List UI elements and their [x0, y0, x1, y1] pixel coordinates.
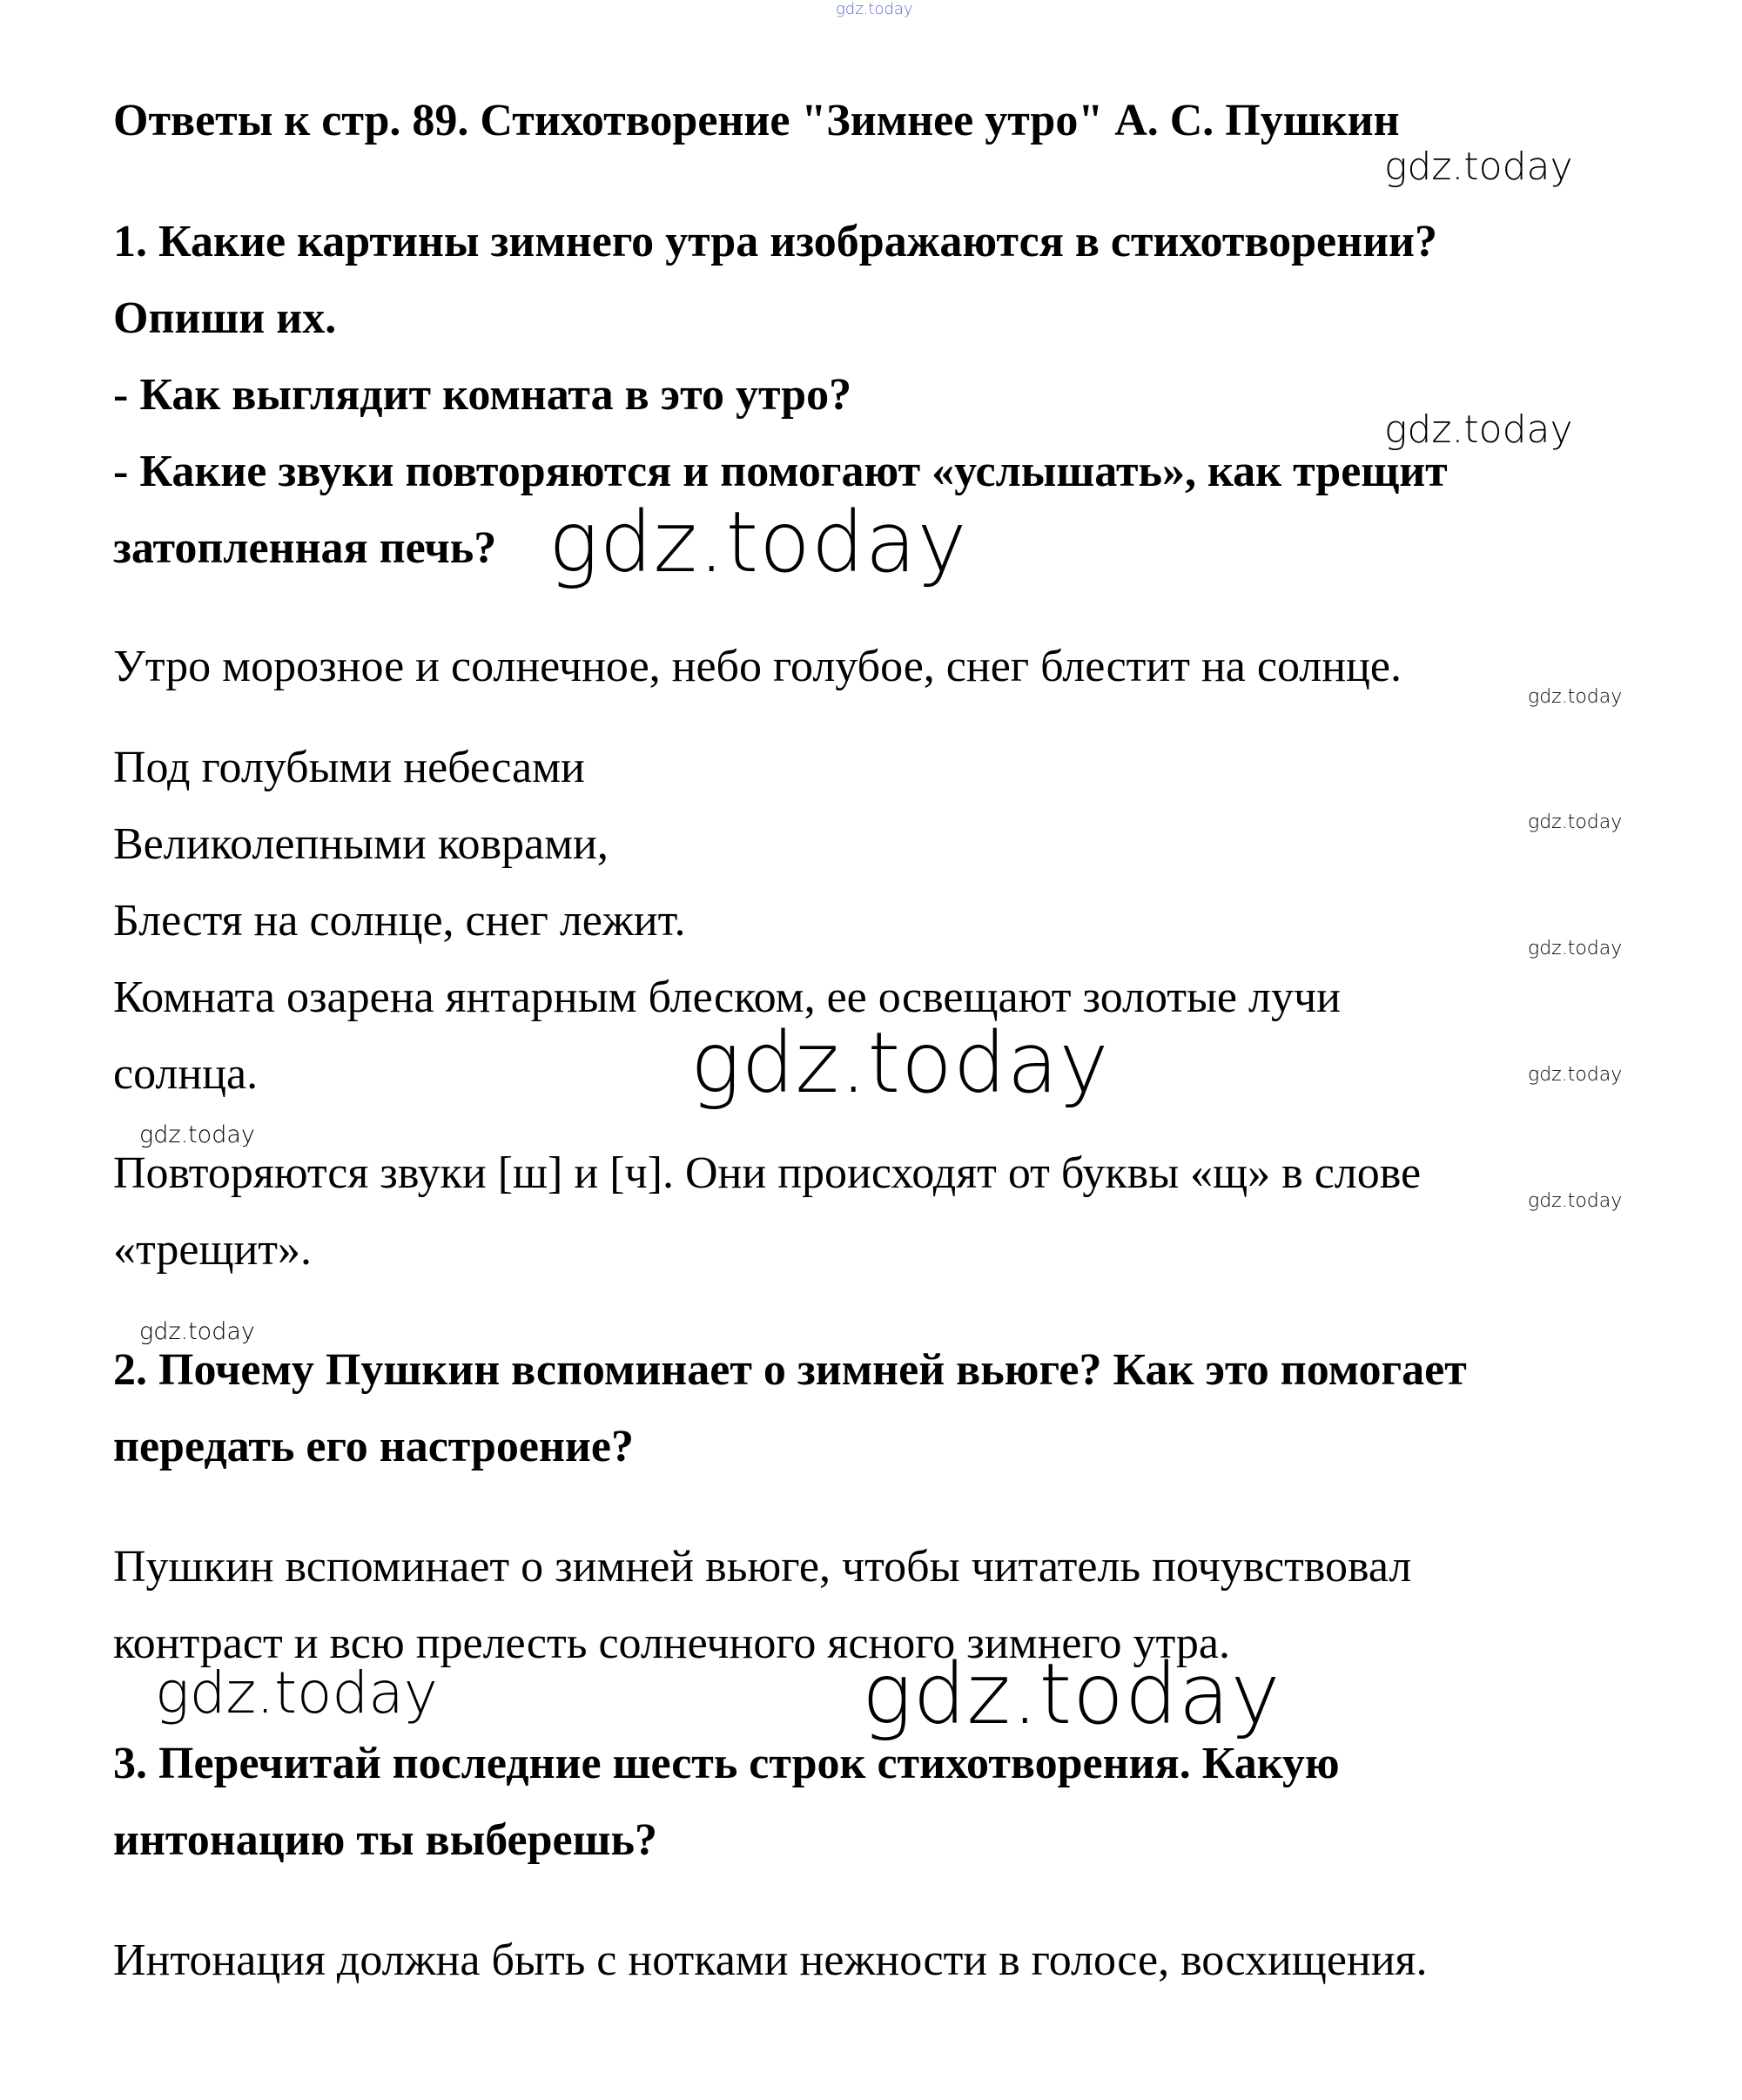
answer-1-paragraph-3-line-2: «трещит». — [113, 1225, 313, 1275]
poem-line-2: Великолепными коврами, — [113, 819, 609, 869]
page-title: Ответы к стр. 89. Стихотворение "Зимнее утро" А. С. Пушкин — [113, 96, 1400, 145]
watermark: gdz.today — [139, 1318, 255, 1345]
watermark: gdz.today — [1528, 811, 1623, 833]
answer-2-line-2: контраст и всю прелесть солнечного ясного зимнего утра. — [113, 1619, 1230, 1668]
watermark: gdz.today — [1528, 938, 1623, 959]
question-1-line-2: Опиши их. — [113, 293, 337, 343]
poem-line-3: Блестя на солнце, снег лежит. — [113, 896, 686, 946]
question-3-line-1: 3. Перечитай последние шесть строк стихотворения. Какую — [113, 1739, 1340, 1788]
question-2-line-2: передать его настроение? — [113, 1422, 634, 1471]
watermark: gdz.today — [139, 1121, 255, 1148]
answer-1-paragraph-3-line-1: Повторяются звуки [ш] и [ч]. Они происходят от буквы «щ» в слове — [113, 1148, 1422, 1198]
watermark: gdz.today — [548, 494, 968, 591]
watermark-top: gdz.today — [836, 0, 913, 18]
question-1-line-3: - Как выглядит комната в это утро? — [113, 370, 852, 420]
question-3-line-2: интонацию ты выберешь? — [113, 1815, 658, 1865]
answer-3-line-1: Интонация должна быть с нотками нежности в голосе, восхищения. — [113, 1935, 1428, 1985]
watermark: gdz.today — [155, 1659, 438, 1726]
question-1-line-1: 1. Какие картины зимнего утра изображаются в стихотворении? — [113, 217, 1437, 266]
watermark: gdz.today — [1528, 1064, 1623, 1086]
watermark: gdz.today — [1528, 686, 1623, 708]
answer-1-paragraph-1: Утро морозное и солнечное, небо голубое, снег блестит на солнце. — [113, 642, 1402, 691]
watermark: gdz.today — [1528, 1190, 1623, 1212]
watermark: gdz.today — [1384, 407, 1573, 452]
watermark: gdz.today — [1384, 145, 1573, 189]
answer-1-paragraph-2-line-2: солнца. — [113, 1049, 259, 1099]
answer-1-paragraph-2-line-1: Комната озарена янтарным блеском, ее освещают золотые лучи — [113, 973, 1341, 1022]
watermark: gdz.today — [690, 1014, 1110, 1112]
watermark: gdz.today — [862, 1646, 1281, 1743]
question-2-line-1: 2. Почему Пушкин вспоминает о зимней вьюге? Как это помогает — [113, 1345, 1467, 1395]
question-1-line-5: затопленная печь? — [113, 523, 497, 573]
answer-2-line-1: Пушкин вспоминает о зимней вьюге, чтобы читатель почувствовал — [113, 1542, 1412, 1592]
question-1-line-4: - Какие звуки повторяются и помогают «услышать», как трещит — [113, 447, 1448, 496]
poem-line-1: Под голубыми небесами — [113, 743, 585, 792]
